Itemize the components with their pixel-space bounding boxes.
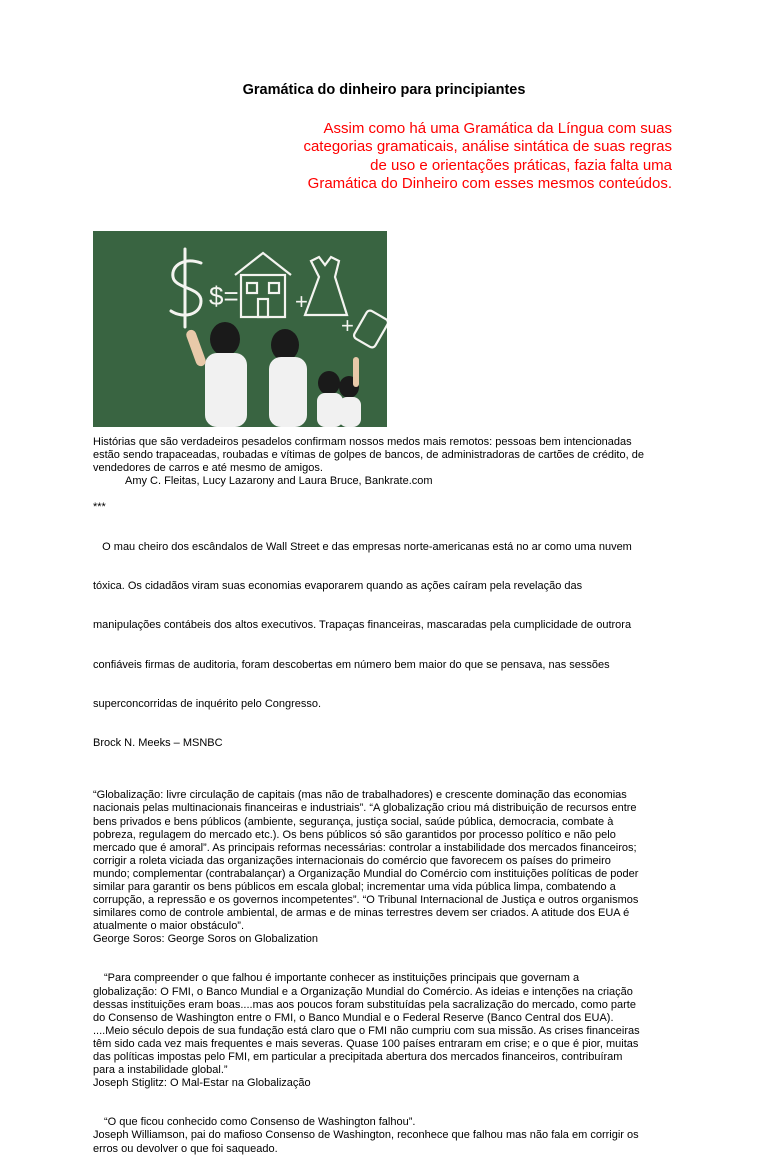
text-line: do Consenso de Washington entre o FMI, o Banco Mundial e o Federal Reserve (Banco Central dos EUA).	[93, 1011, 614, 1024]
text-line: ....Meio século depois de sua fundação está claro que o FMI não cumpriu com sua missão. As crises financeiras	[93, 1024, 640, 1037]
text-line: bens privados e bens públicos (ambiente, segurança, justiça social, saúde pública, democracia, combate à	[93, 815, 614, 828]
text-line: mundo; complementar (contrabalançar) a Organização Mundial do Comércio com instituições políticas de poder	[93, 867, 639, 880]
svg-text:+: +	[295, 289, 308, 314]
svg-text:+: +	[341, 313, 354, 338]
quote-source: George Soros: George Soros on Globalization	[93, 933, 319, 946]
text-line: têm sido cada vez mais frequentes e mais severas. Quase 100 países entraram em crise; e o que é pior, muitas	[93, 1037, 639, 1050]
epigraph-line: de uso e orientações práticas, fazia falta uma	[370, 156, 672, 174]
quote-block	[93, 514, 683, 776]
text-line: mercado que é amoral”. As principais reformas necessárias: controlar a instabilidade dos mercados financeiros;	[93, 841, 637, 854]
chalkboard-photo	[93, 231, 387, 427]
epigraph-line: categorias gramaticais, análise sintática de suas regras	[303, 138, 672, 156]
text-line: estão sendo trapaceadas, roubadas e vítimas de golpes de bancos, de administradoras de cartões de crédito, de	[93, 449, 644, 462]
text-line: dessas instituições eram boas....mas aos poucos foram substituídas pela sacralização do mercado, como parte	[93, 998, 636, 1011]
text-line: erros ou devolver o que foi saqueado.	[93, 1142, 278, 1155]
text-line: das políticas impostas pelo FMI, em particular a precipitada abertura dos mercados financeiros, contribuíram	[93, 1051, 623, 1064]
text-line: superconcorridas de inquérito pelo Congresso.	[93, 697, 322, 710]
quote-block	[93, 436, 683, 488]
quote-source: Joseph Stiglitz: O Mal-Estar na Globalização	[93, 1077, 311, 1090]
text-line: O mau cheiro dos escândalos de Wall Street e das empresas norte-americanas está no ar como uma nuvem	[93, 540, 632, 553]
quote-source: Brock N. Meeks – MSNBC	[93, 737, 223, 750]
text-line: Joseph Williamson, pai do mafioso Consenso de Washington, reconhece que falhou mas não fala em corrigir os	[93, 1129, 639, 1142]
text-line: globalização: O FMI, o Banco Mundial e a Organização Mundial do Comércio. As ideias e intenções na criação	[93, 985, 633, 998]
text-line: pobreza, regulagem do mercado etc.). Os bens públicos só são garantidos por processo político e não pelo	[93, 828, 616, 841]
text-line: manipulações contábeis dos altos executivos. Trapaças financeiras, mascaradas pela cumplicidade de outrora	[93, 619, 632, 632]
quote-block	[93, 1116, 683, 1155]
text-line: Histórias que são verdadeiros pesadelos confirmam nossos medos mais remotos: pessoas bem intencionadas	[93, 436, 632, 448]
quote-block	[93, 789, 683, 946]
text-line: “Globalização: livre circulação de capitais (mas não de trabalhadores) e crescente dominação das economias	[93, 789, 627, 802]
text-line: corrupção, a repressão e os governos incompetentes”. “O Tribunal Internacional de Justiça e outros organismos	[93, 894, 639, 907]
text-line: vendedores de carros e até mesmo de amigos.	[93, 462, 323, 475]
separator: ***	[93, 501, 106, 514]
photo-chalk-text: $=	[209, 281, 239, 311]
epigraph	[280, 120, 672, 194]
epigraph-line: Gramática do Dinheiro com esses mesmos conteúdos.	[307, 175, 672, 193]
text-line: atualmente o maior obstáculo”.	[93, 920, 245, 933]
text-line: nacionais pelas multinacionais financeiras e industriais”. “A globalização criou má distribuição de recursos entre	[93, 802, 637, 815]
quote-source: Amy C. Fleitas, Lucy Lazarony and Laura Bruce, Bankrate.com	[125, 475, 433, 488]
text-line: “O que ficou conhecido como Consenso de Washington falhou”.	[104, 1116, 416, 1129]
text-line: corrigir a roleta viciada das organizações internacionais do comércio que favorecem os países do primeiro	[93, 854, 611, 867]
quote-block	[93, 972, 683, 1090]
article-body	[93, 436, 683, 1156]
text-line: confiáveis firmas de auditoria, foram descobertas em número bem maior do que se pensava, nas sessões	[93, 658, 610, 671]
text-line: similar para garantir os bens públicos em escala global; incrementar uma vida pública limpa, combatendo a	[93, 881, 616, 893]
text-line: para a instabilidade global.”	[93, 1064, 228, 1077]
document-title: Gramática do dinheiro para principiantes	[242, 82, 526, 98]
text-line: tóxica. Os cidadãos viram suas economias evaporarem quando as ações caíram pela revelação das	[93, 579, 583, 592]
epigraph-line: Assim como há uma Gramática da Língua com suas	[323, 120, 672, 137]
text-line: “Para compreender o que falhou é importante conhecer as instituições principais que governam a	[104, 972, 580, 985]
text-line: similares como de controle ambiental, de armas e de minas terrestres devem ser criados. A atitude dos EUA é	[93, 907, 630, 920]
